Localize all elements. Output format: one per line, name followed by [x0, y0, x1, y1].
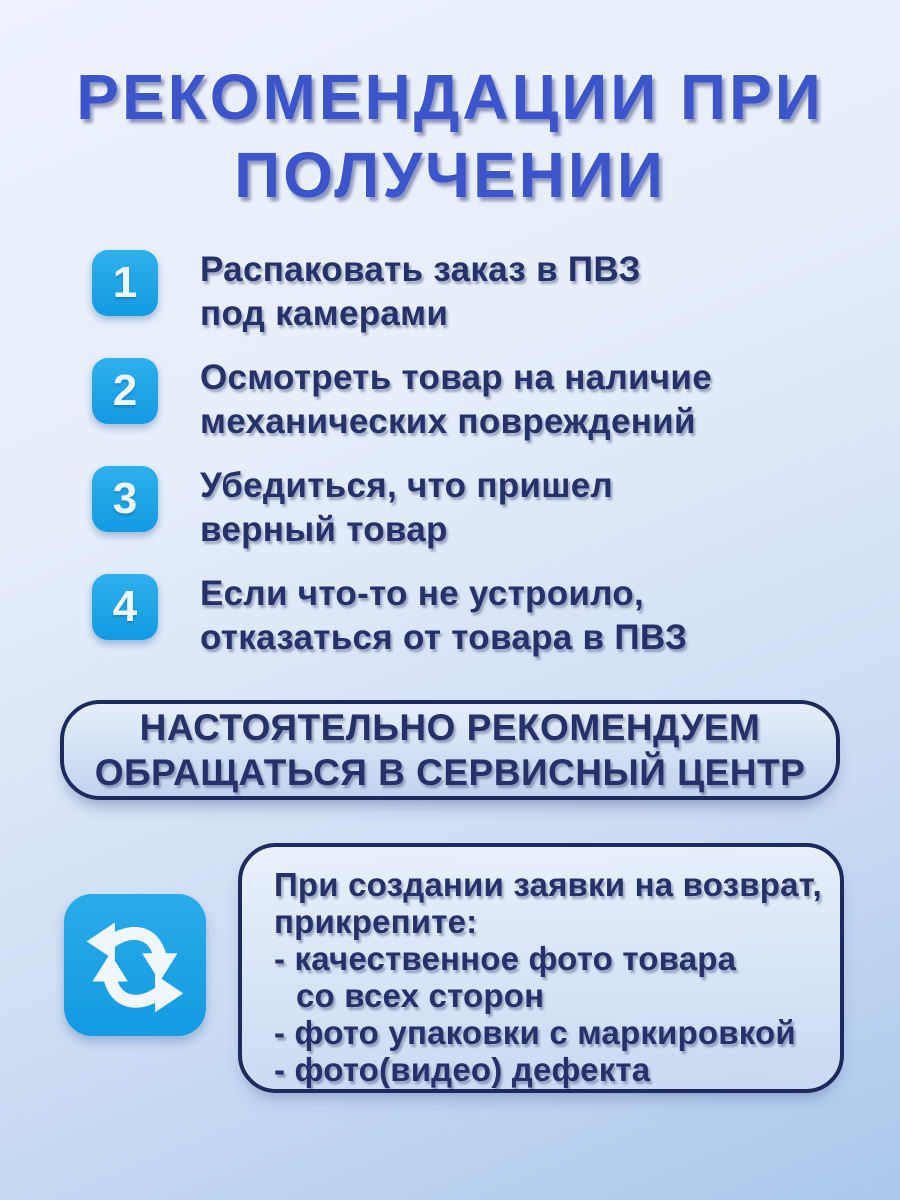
step-1-number-badge: 1	[92, 250, 158, 316]
step-2-line1: Осмотреть товар на наличие	[200, 358, 713, 397]
return-line6: - фото(видео) дефекта	[274, 1051, 651, 1088]
step-1-line1: Распаковать заказ в ПВЗ	[200, 250, 641, 289]
step-4-line1: Если что-то не устроило,	[200, 574, 644, 613]
return-line3: - качественное фото товара	[274, 940, 737, 977]
return-line2: прикрепите:	[274, 903, 478, 940]
return-line4: со всех сторон	[296, 977, 545, 1014]
step-2	[92, 356, 832, 444]
page-title-line1: РЕКОМЕНДАЦИИ	[76, 61, 660, 133]
step-3-line2: верный товар	[200, 510, 448, 549]
step-4-line2: отказаться от товара в ПВЗ	[200, 618, 688, 657]
exchange-arrows-icon	[64, 894, 206, 1036]
page-title	[0, 58, 900, 214]
step-3-number-badge: 3	[92, 466, 158, 532]
return-line1: При создании заявки на возврат,	[274, 866, 822, 903]
step-4-text	[200, 572, 687, 660]
step-4	[92, 572, 832, 660]
return-instructions	[238, 843, 844, 1093]
step-1-text	[200, 248, 641, 336]
step-3	[92, 464, 832, 552]
page-title-line2: ПРИ ПОЛУЧЕНИИ	[234, 61, 824, 211]
step-3-line1: Убедиться, что пришел	[200, 466, 614, 505]
step-1-line2: под камерами	[200, 294, 449, 333]
service-center-note	[60, 700, 840, 800]
step-4-number-badge: 4	[92, 574, 158, 640]
steps-list	[92, 248, 832, 680]
step-2-number-badge: 2	[92, 358, 158, 424]
return-line5: - фото упаковки с маркировкой	[274, 1014, 796, 1051]
step-2-line2: механических повреждений	[200, 402, 696, 441]
step-2-text	[200, 356, 712, 444]
service-note-line1: НАСТОЯТЕЛЬНО РЕКОМЕНДУЕМ	[139, 707, 761, 748]
step-1	[92, 248, 832, 336]
service-note-line2: ОБРАЩАТЬСЯ В СЕРВИСНЫЙ ЦЕНТР	[94, 752, 806, 793]
step-3-text	[200, 464, 613, 552]
